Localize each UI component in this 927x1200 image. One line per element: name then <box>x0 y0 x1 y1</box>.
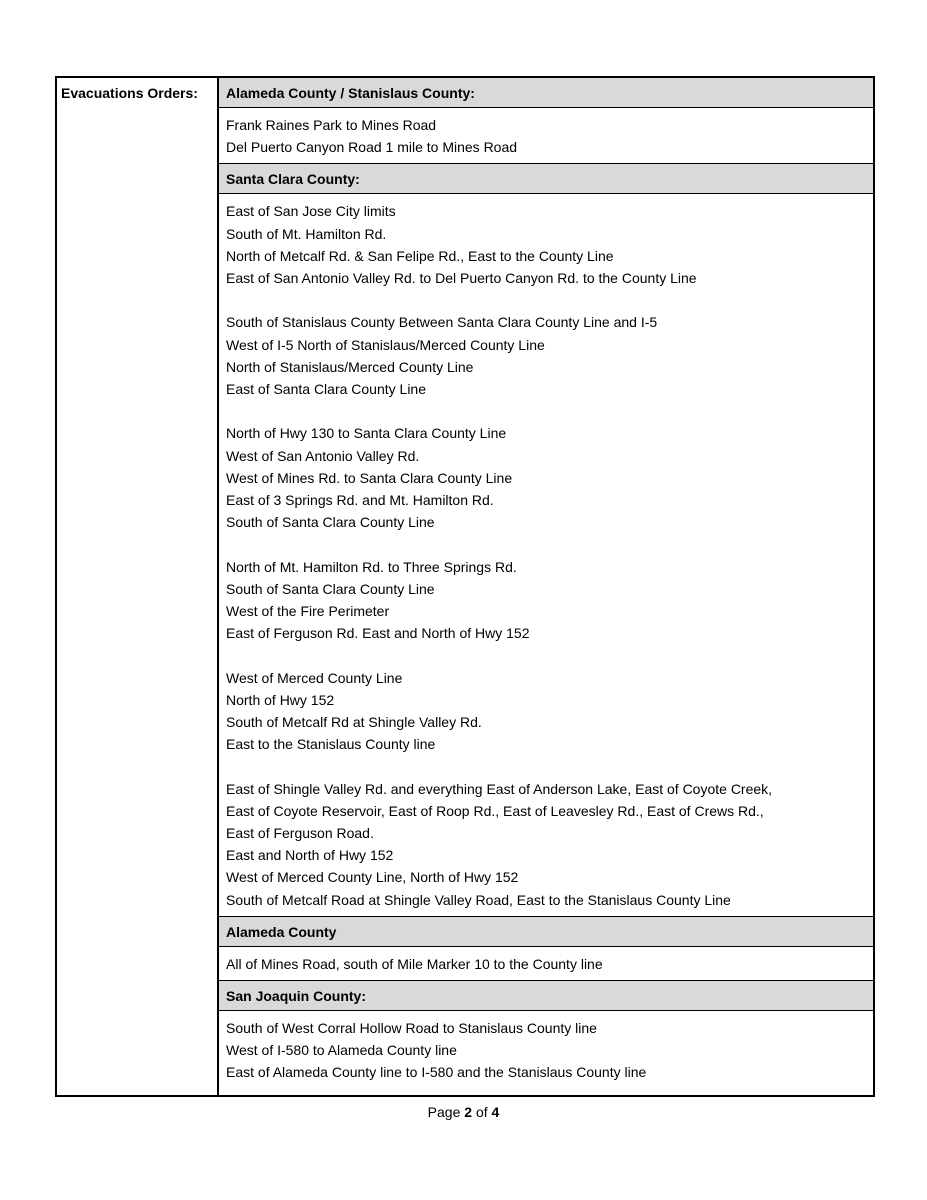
area-line: East of 3 Springs Rd. and Mt. Hamilton Rd. <box>226 492 494 509</box>
area-line: All of Mines Road, south of Mile Marker 10 to the County line <box>226 955 603 972</box>
area-line: West of the Fire Perimeter <box>226 603 390 620</box>
section-body <box>219 947 873 981</box>
section-header: Alameda County <box>219 917 873 947</box>
area-line: North of Mt. Hamilton Rd. to Three Springs Rd. <box>226 558 517 575</box>
evacuation-orders-table <box>55 76 875 1097</box>
area-line: East of Coyote Reservoir, East of Roop Rd., East of Leavesley Rd., East of Crews Rd., <box>226 802 764 819</box>
area-line: North of Metcalf Rd. & San Felipe Rd., East to the County Line <box>226 247 614 264</box>
line-spacer <box>226 644 873 666</box>
page-current: 2 <box>464 1104 473 1120</box>
area-line: South of Metcalf Rd at Shingle Valley Rd. <box>226 714 482 731</box>
section-body <box>219 1011 873 1089</box>
page-separator: of <box>475 1104 488 1120</box>
area-line: East and North of Hwy 152 <box>226 847 394 864</box>
area-line: North of Hwy 130 to Santa Clara County Line <box>226 425 507 442</box>
area-line: South of Metcalf Road at Shingle Valley Road, East to the Stanislaus County Line <box>226 891 731 908</box>
line-spacer <box>226 533 873 555</box>
section-body <box>219 108 873 164</box>
area-line: South of Mt. Hamilton Rd. <box>226 225 387 242</box>
area-line: East of Ferguson Road. <box>226 825 374 842</box>
area-line: East of Alameda County line to I-580 and the Stanislaus County line <box>226 1064 647 1081</box>
section-header: Alameda County / Stanislaus County: <box>219 78 873 108</box>
area-line: West of I-5 North of Stanislaus/Merced County Line <box>226 336 545 353</box>
area-line: Frank Raines Park to Mines Road <box>226 117 437 133</box>
line-spacer <box>226 289 873 311</box>
area-line: South of West Corral Hollow Road to Stanislaus County line <box>226 1020 597 1037</box>
evacuation-orders-label: Evacuations Orders: <box>61 85 198 101</box>
line-spacer <box>226 400 873 422</box>
page-prefix: Page <box>427 1104 461 1120</box>
area-line: South of Santa Clara County Line <box>226 514 435 531</box>
area-line: West of I-580 to Alameda County line <box>226 1042 457 1059</box>
page-total: 4 <box>491 1104 500 1120</box>
area-line: West of Merced County Line <box>226 669 403 686</box>
area-line: East of Ferguson Rd. East and North of Hwy 152 <box>226 625 530 642</box>
area-line: West of Merced County Line, North of Hwy 152 <box>226 869 519 886</box>
area-line: North of Stanislaus/Merced County Line <box>226 358 474 375</box>
section-body <box>219 194 873 916</box>
section-header: Santa Clara County: <box>219 164 873 194</box>
area-line: East of San Jose City limits <box>226 203 396 220</box>
content-column <box>219 78 873 1095</box>
page-footer <box>0 1104 927 1120</box>
area-line: East of Santa Clara County Line <box>226 381 427 398</box>
area-line: South of Santa Clara County Line <box>226 580 435 597</box>
area-line: West of Mines Rd. to Santa Clara County Line <box>226 469 513 486</box>
area-line: North of Hwy 152 <box>226 691 335 708</box>
section-header: San Joaquin County: <box>219 981 873 1011</box>
label-column <box>57 78 219 1095</box>
area-line: East of Shingle Valley Rd. and everything East of Anderson Lake, East of Coyote Creek, <box>226 780 773 797</box>
line-spacer <box>226 755 873 777</box>
area-line: Del Puerto Canyon Road 1 mile to Mines Road <box>226 139 518 156</box>
area-line: West of San Antonio Valley Rd. <box>226 447 420 464</box>
area-line: East to the Stanislaus County line <box>226 736 436 753</box>
area-line: South of Stanislaus County Between Santa Clara County Line and I-5 <box>226 314 658 331</box>
area-line: East of San Antonio Valley Rd. to Del Puerto Canyon Rd. to the County Line <box>226 270 697 287</box>
